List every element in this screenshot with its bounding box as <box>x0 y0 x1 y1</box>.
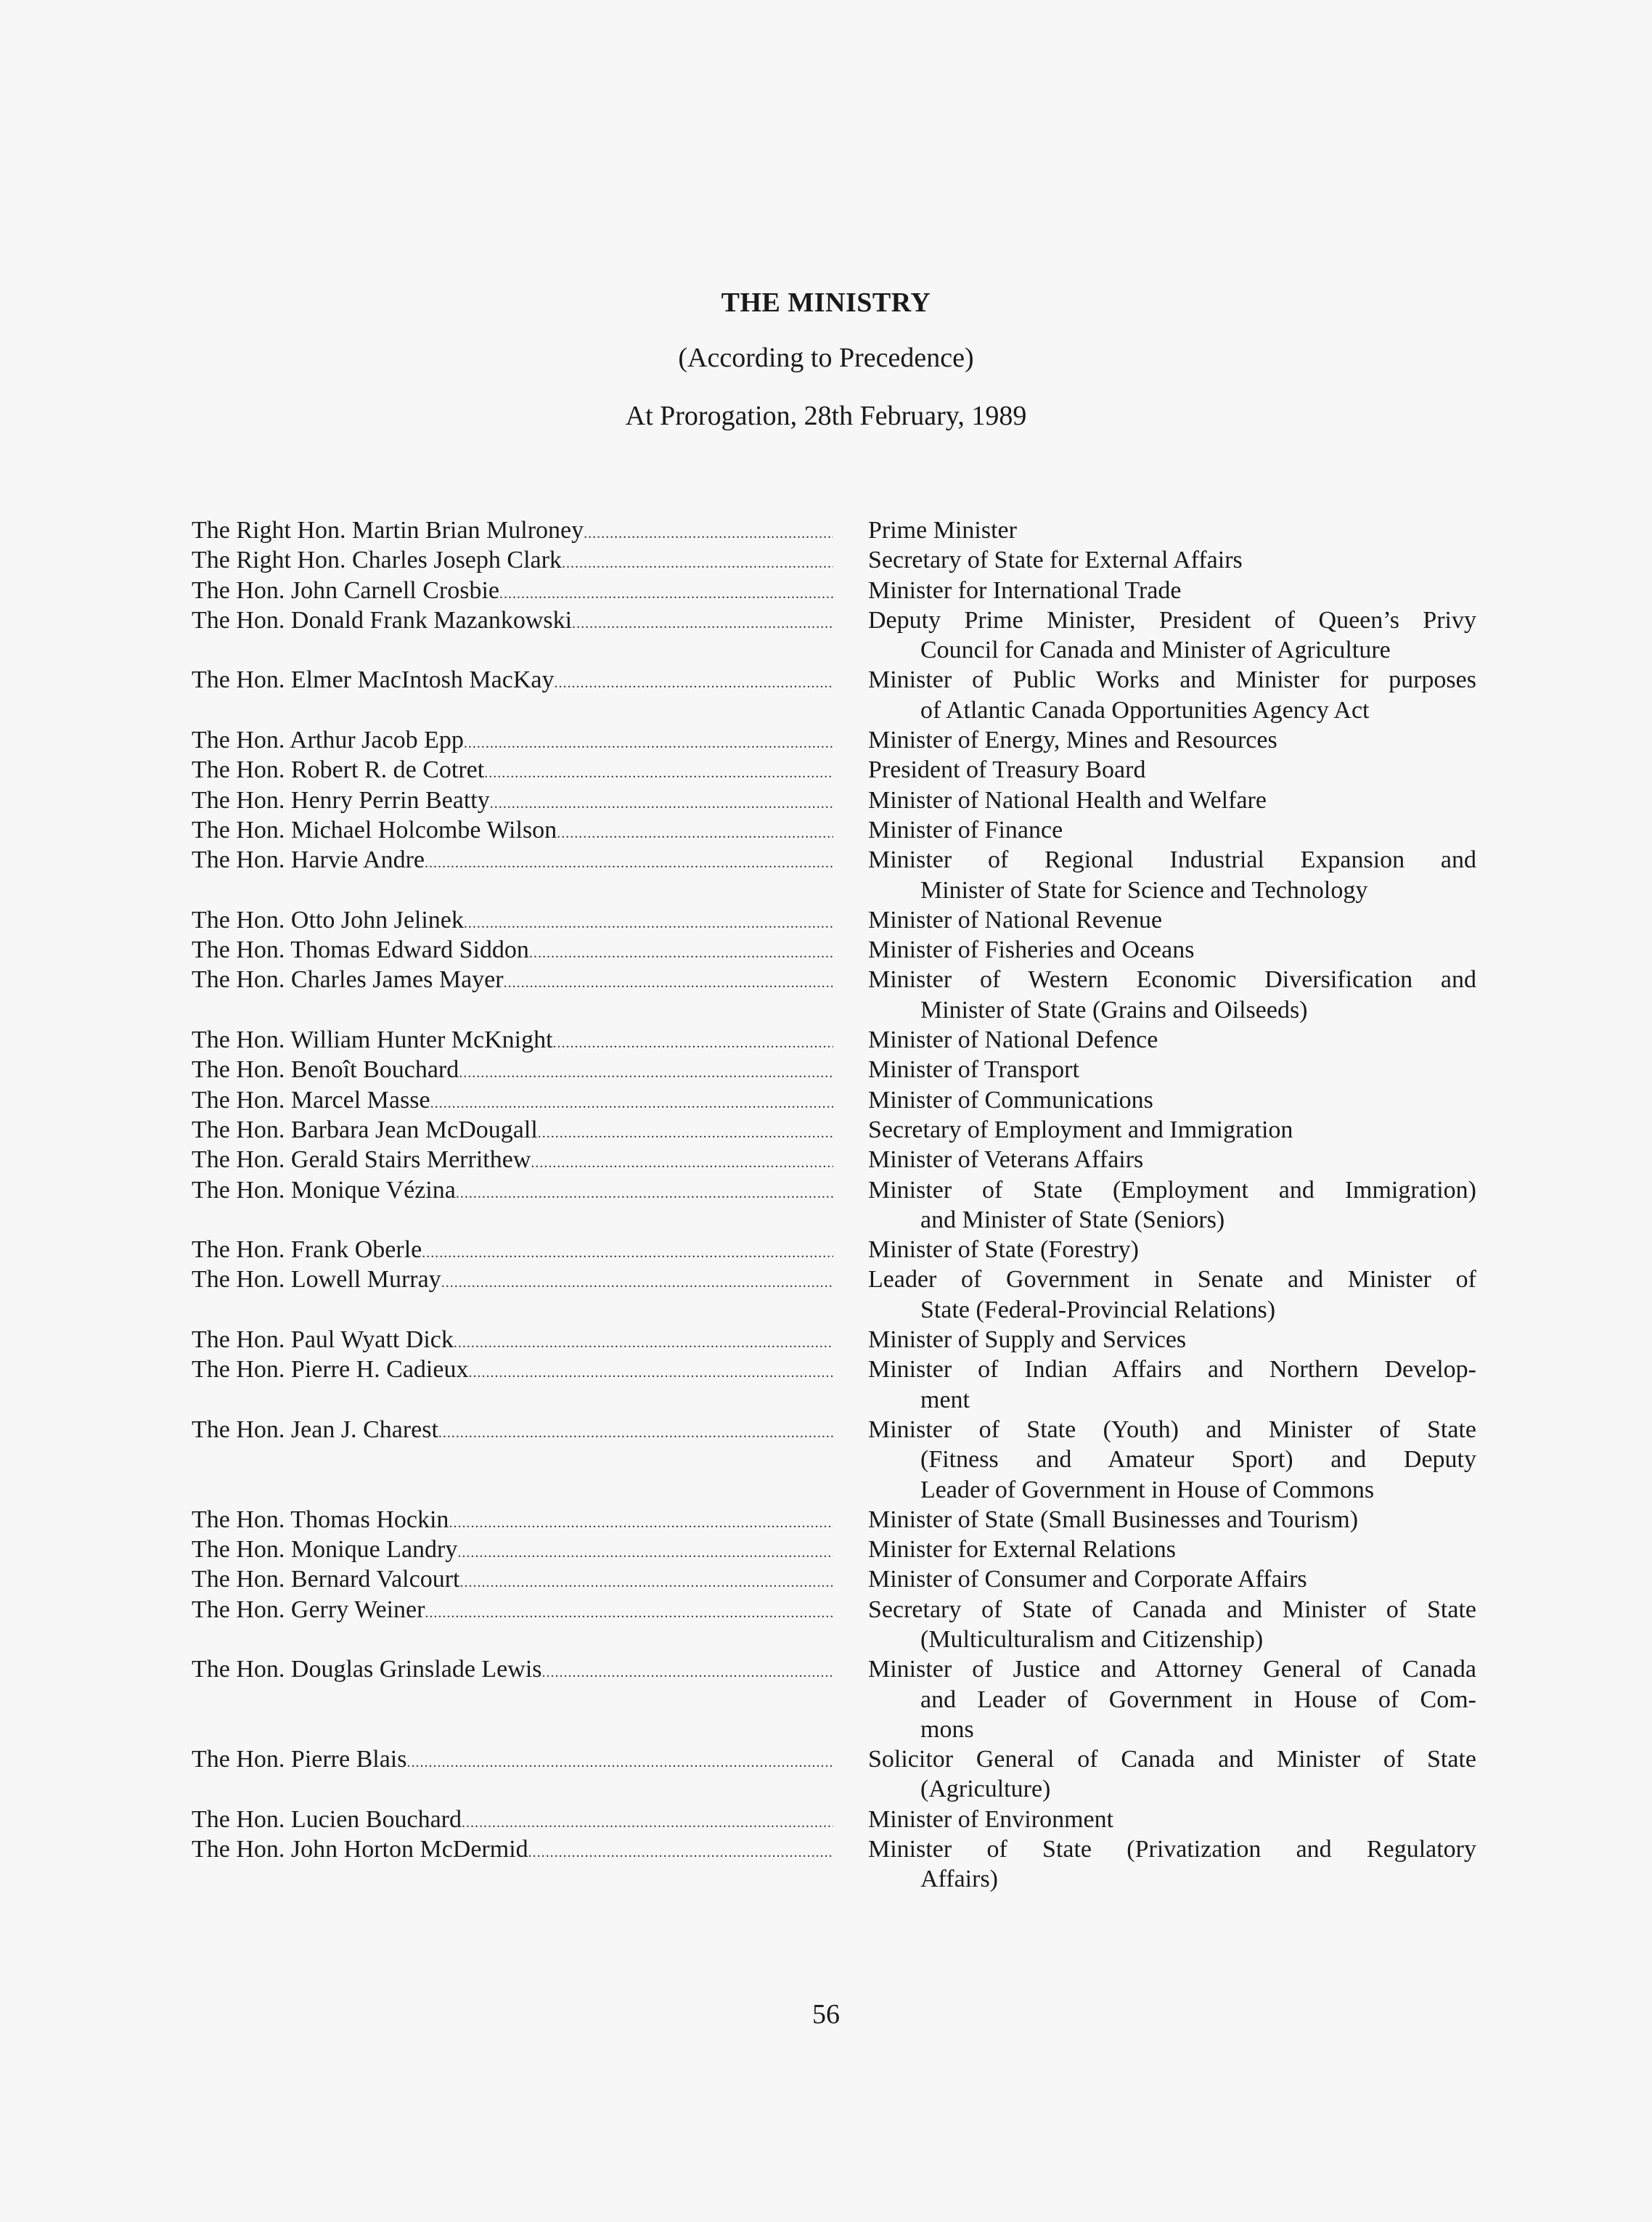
minister-name: The Hon. Lowell Murray <box>192 1266 441 1294</box>
dot-leader <box>441 1268 833 1294</box>
minister-name-cell <box>192 1325 833 1355</box>
dot-leader <box>422 1238 833 1265</box>
portfolio <box>868 1535 1476 1564</box>
ministry-entry <box>192 1355 1476 1415</box>
portfolio <box>868 1415 1476 1505</box>
minister-name: The Hon. Monique Landry <box>192 1536 458 1564</box>
portfolio-line: Secretary of State for External Affairs <box>868 547 1243 574</box>
minister-name: The Hon. Elmer MacIntosh MacKay <box>192 666 555 694</box>
minister-name: The Hon. Frank Oberle <box>192 1236 422 1264</box>
minister-name-cell <box>192 1744 833 1774</box>
minister-name: The Hon. Pierre H. Cadieux <box>192 1356 469 1384</box>
ministry-entry <box>192 1175 1476 1235</box>
minister-name: The Hon. Gerald Stairs Merrithew <box>192 1146 531 1174</box>
portfolio-line: of Atlantic Canada Opportunities Agency Act <box>920 696 1370 724</box>
portfolio-line: Deputy Prime Minister, President of Queen’s Privy <box>868 606 1476 634</box>
portfolio-line: Secretary of State of Canada and Minister of State <box>868 1596 1476 1623</box>
portfolio-line: Secretary of Employment and Immigration <box>868 1116 1293 1143</box>
dot-leader <box>557 819 833 845</box>
dot-leader <box>538 1119 833 1145</box>
portfolio <box>868 905 1476 935</box>
dot-leader <box>528 1838 833 1864</box>
minister-name-cell <box>192 576 833 605</box>
minister-name: The Right Hon. Martin Brian Mulroney <box>192 517 584 544</box>
minister-name: The Right Hon. Charles Joseph Clark <box>192 547 562 574</box>
portfolio-line: Minister of Public Works and Minister for purposes <box>868 666 1476 694</box>
minister-name-cell <box>192 725 833 755</box>
minister-name: The Hon. Lucien Bouchard <box>192 1805 462 1833</box>
portfolio-line: Minister of Energy, Mines and Resources <box>868 727 1277 754</box>
minister-name-cell <box>192 905 833 935</box>
minister-name: The Hon. William Hunter McKnight <box>192 1026 553 1054</box>
minister-name-cell <box>192 1055 833 1085</box>
portfolio <box>868 815 1476 845</box>
portfolio-line: Minister of Transport <box>868 1056 1079 1084</box>
portfolio-line: (Fitness and Amateur Sport) and Deputy <box>920 1446 1476 1474</box>
portfolio-line: (Multiculturalism and Citizenship) <box>920 1625 1264 1653</box>
portfolio-line: Minister for International Trade <box>868 576 1182 604</box>
minister-name-cell <box>192 1235 833 1265</box>
page-title: THE MINISTRY <box>721 287 931 318</box>
dot-leader <box>553 1029 833 1055</box>
portfolio-line: Minister of Justice and Attorney General of Canada <box>868 1656 1476 1683</box>
portfolio <box>868 1115 1476 1145</box>
dot-leader <box>459 1568 833 1594</box>
minister-name: The Hon. Thomas Hockin <box>192 1506 449 1533</box>
portfolio-line: Minister of State (Grains and Oilseeds) <box>920 996 1308 1024</box>
dot-leader <box>464 729 833 755</box>
minister-name: The Hon. Pierre Blais <box>192 1746 407 1773</box>
minister-name-cell <box>192 815 833 845</box>
minister-name-cell <box>192 965 833 994</box>
minister-name-cell <box>192 1505 833 1535</box>
portfolio <box>868 1654 1476 1744</box>
minister-name-cell <box>192 1834 833 1864</box>
portfolio-line: mons <box>920 1715 974 1743</box>
page-number: 56 <box>812 1999 840 2030</box>
dot-leader <box>484 759 833 785</box>
ministry-entry <box>192 1805 1476 1834</box>
dot-leader <box>462 1808 833 1834</box>
ministry-entry <box>192 1654 1476 1744</box>
portfolio <box>868 1595 1476 1655</box>
minister-name-cell <box>192 665 833 695</box>
minister-name: The Hon. Arthur Jacob Epp <box>192 727 464 754</box>
portfolio-line: Minister of Supply and Services <box>868 1326 1187 1354</box>
ministry-entry <box>192 1325 1476 1355</box>
minister-name: The Hon. Benoît Bouchard <box>192 1056 459 1084</box>
dot-leader <box>430 1089 833 1115</box>
portfolio-line: Affairs) <box>920 1866 998 1893</box>
portfolio <box>868 1085 1476 1115</box>
portfolio <box>868 665 1476 725</box>
ministry-entry <box>192 576 1476 605</box>
dot-leader <box>468 1358 833 1384</box>
portfolio-line: Minister of State for Science and Technology <box>920 876 1368 904</box>
portfolio-line: and Minister of State (Seniors) <box>920 1206 1225 1233</box>
ministry-entry <box>192 1505 1476 1535</box>
portfolio <box>868 1145 1476 1175</box>
minister-name-cell <box>192 1355 833 1384</box>
dot-leader <box>531 1148 833 1175</box>
portfolio <box>868 1564 1476 1594</box>
portfolio-line: Minister of National Defence <box>868 1026 1158 1054</box>
dot-leader <box>456 1179 833 1205</box>
prorogation-date: At Prorogation, 28th February, 1989 <box>625 401 1027 431</box>
ministry-entry <box>192 1085 1476 1115</box>
portfolio <box>868 605 1476 666</box>
minister-name-cell <box>192 1115 833 1145</box>
minister-name-cell <box>192 1805 833 1834</box>
minister-name: The Hon. Paul Wyatt Dick <box>192 1326 454 1354</box>
minister-name: The Hon. Henry Perrin Beatty <box>192 786 490 814</box>
portfolio-line: Minister of Fisheries and Oceans <box>868 936 1195 964</box>
portfolio-line: Leader of Government in Senate and Minister of <box>868 1266 1476 1294</box>
dot-leader <box>554 669 833 695</box>
ministry-entry <box>192 965 1476 1025</box>
portfolio <box>868 935 1476 965</box>
minister-name-cell <box>192 1145 833 1175</box>
minister-name-cell <box>192 755 833 785</box>
minister-name-cell <box>192 605 833 635</box>
portfolio-line: and Leader of Government in House of Com- <box>920 1686 1476 1713</box>
dot-leader <box>529 939 833 965</box>
ministry-entry <box>192 1595 1476 1655</box>
minister-name: The Hon. Michael Holcombe Wilson <box>192 816 557 844</box>
portfolio <box>868 1175 1476 1235</box>
portfolio-line: Minister of National Health and Welfare <box>868 786 1267 814</box>
ministry-entry <box>192 905 1476 935</box>
portfolio-line: Minister of State (Forestry) <box>868 1236 1139 1264</box>
portfolio <box>868 965 1476 1025</box>
dot-leader <box>459 1058 833 1085</box>
ministry-entry <box>192 785 1476 815</box>
minister-name: The Hon. Robert R. de Cotret <box>192 756 485 784</box>
dot-leader <box>490 789 833 815</box>
minister-name-cell <box>192 1595 833 1625</box>
ministry-entry <box>192 515 1476 545</box>
portfolio-line: Minister of Communications <box>868 1086 1153 1114</box>
minister-name-cell <box>192 1535 833 1564</box>
ministry-list <box>192 515 1476 1895</box>
minister-name-cell <box>192 545 833 575</box>
minister-name-cell <box>192 1415 833 1445</box>
dot-leader <box>504 968 833 994</box>
dot-leader <box>464 909 833 935</box>
ministry-entry <box>192 815 1476 845</box>
portfolio <box>868 1805 1476 1834</box>
dot-leader <box>499 579 833 605</box>
minister-name-cell <box>192 1564 833 1594</box>
ministry-entry <box>192 1145 1476 1175</box>
portfolio <box>868 1834 1476 1895</box>
dot-leader <box>584 519 833 545</box>
minister-name-cell <box>192 1025 833 1055</box>
portfolio-line: Minister of Veterans Affairs <box>868 1146 1144 1174</box>
dot-leader <box>438 1418 833 1445</box>
minister-name: The Hon. Thomas Edward Siddon <box>192 936 529 964</box>
minister-name: The Hon. Harvie Andre <box>192 846 425 874</box>
ministry-entry <box>192 1055 1476 1085</box>
ministry-entry <box>192 755 1476 785</box>
portfolio-line: Leader of Government in House of Commons <box>920 1476 1375 1503</box>
minister-name: The Hon. Monique Vézina <box>192 1176 456 1204</box>
ministry-entry <box>192 1535 1476 1564</box>
dot-leader <box>562 549 833 575</box>
portfolio <box>868 576 1476 605</box>
ministry-entry <box>192 1235 1476 1265</box>
minister-name: The Hon. Charles James Mayer <box>192 966 504 994</box>
minister-name: The Hon. Donald Frank Mazankowski <box>192 606 573 634</box>
minister-name-cell <box>192 1654 833 1684</box>
portfolio-line: Minister for External Relations <box>868 1536 1176 1564</box>
ministry-entry <box>192 665 1476 725</box>
minister-name: The Hon. Gerry Weiner <box>192 1596 425 1623</box>
portfolio-line: Prime Minister <box>868 517 1017 544</box>
portfolio-line: (Agriculture) <box>920 1776 1051 1803</box>
portfolio-line: Minister of Indian Affairs and Northern Develop- <box>868 1356 1476 1384</box>
ministry-entry <box>192 1115 1476 1145</box>
portfolio-line: President of Treasury Board <box>868 756 1146 784</box>
portfolio-line: Minister of State (Small Businesses and Tourism) <box>868 1506 1359 1533</box>
minister-name: The Hon. John Horton McDermid <box>192 1836 528 1863</box>
dot-leader <box>457 1538 833 1564</box>
portfolio <box>868 1235 1476 1265</box>
minister-name-cell <box>192 515 833 545</box>
ministry-entry <box>192 845 1476 905</box>
dot-leader <box>542 1658 833 1684</box>
ministry-entry <box>192 935 1476 965</box>
portfolio-line: Minister of Western Economic Diversification and <box>868 966 1476 994</box>
portfolio <box>868 1055 1476 1085</box>
portfolio <box>868 725 1476 755</box>
minister-name-cell <box>192 1175 833 1205</box>
portfolio <box>868 545 1476 575</box>
portfolio-line: Minister of Finance <box>868 816 1063 844</box>
ministry-entry <box>192 1025 1476 1055</box>
minister-name: The Hon. Douglas Grinslade Lewis <box>192 1656 542 1683</box>
portfolio-line: Minister of State (Youth) and Minister of State <box>868 1416 1476 1443</box>
portfolio-line: Minister of Environment <box>868 1805 1114 1833</box>
portfolio <box>868 1355 1476 1415</box>
minister-name-cell <box>192 1085 833 1115</box>
minister-name-cell <box>192 1265 833 1294</box>
minister-name-cell <box>192 845 833 875</box>
minister-name: The Hon. Jean J. Charest <box>192 1416 438 1443</box>
dot-leader <box>425 849 833 875</box>
dot-leader <box>454 1328 833 1355</box>
portfolio-line: Minister of Consumer and Corporate Affairs <box>868 1566 1307 1593</box>
portfolio <box>868 515 1476 545</box>
portfolio-line: Minister of State (Employment and Immigration) <box>868 1176 1476 1204</box>
portfolio-line: Minister of State (Privatization and Regulatory <box>868 1836 1476 1863</box>
ministry-entry <box>192 1265 1476 1325</box>
minister-name: The Hon. Bernard Valcourt <box>192 1566 460 1593</box>
ministry-entry <box>192 1744 1476 1805</box>
portfolio-line: State (Federal-Provincial Relations) <box>920 1296 1276 1323</box>
portfolio <box>868 1505 1476 1535</box>
dot-leader <box>572 609 833 635</box>
portfolio <box>868 1325 1476 1355</box>
dot-leader <box>407 1748 834 1774</box>
minister-name-cell <box>192 785 833 815</box>
portfolio <box>868 755 1476 785</box>
ministry-entry <box>192 725 1476 755</box>
portfolio <box>868 785 1476 815</box>
portfolio-line: Council for Canada and Minister of Agriculture <box>920 637 1391 664</box>
minister-name: The Hon. Barbara Jean McDougall <box>192 1116 538 1143</box>
minister-name: The Hon. John Carnell Crosbie <box>192 576 499 604</box>
minister-name-cell <box>192 935 833 965</box>
dot-leader <box>449 1508 833 1535</box>
minister-name: The Hon. Marcel Masse <box>192 1086 430 1114</box>
portfolio <box>868 1025 1476 1055</box>
dot-leader <box>425 1598 833 1625</box>
page-subtitle: (According to Precedence) <box>678 343 974 373</box>
portfolio <box>868 845 1476 905</box>
ministry-entry <box>192 1415 1476 1505</box>
ministry-entry <box>192 1834 1476 1895</box>
portfolio <box>868 1744 1476 1805</box>
portfolio-line: Solicitor General of Canada and Minister of State <box>868 1746 1476 1773</box>
portfolio <box>868 1265 1476 1325</box>
ministry-entry <box>192 545 1476 575</box>
portfolio-line: Minister of Regional Industrial Expansion and <box>868 846 1476 874</box>
ministry-entry <box>192 1564 1476 1594</box>
portfolio-line: Minister of National Revenue <box>868 906 1163 934</box>
minister-name: The Hon. Otto John Jelinek <box>192 906 464 934</box>
portfolio-line: ment <box>920 1386 970 1413</box>
ministry-entry <box>192 605 1476 666</box>
